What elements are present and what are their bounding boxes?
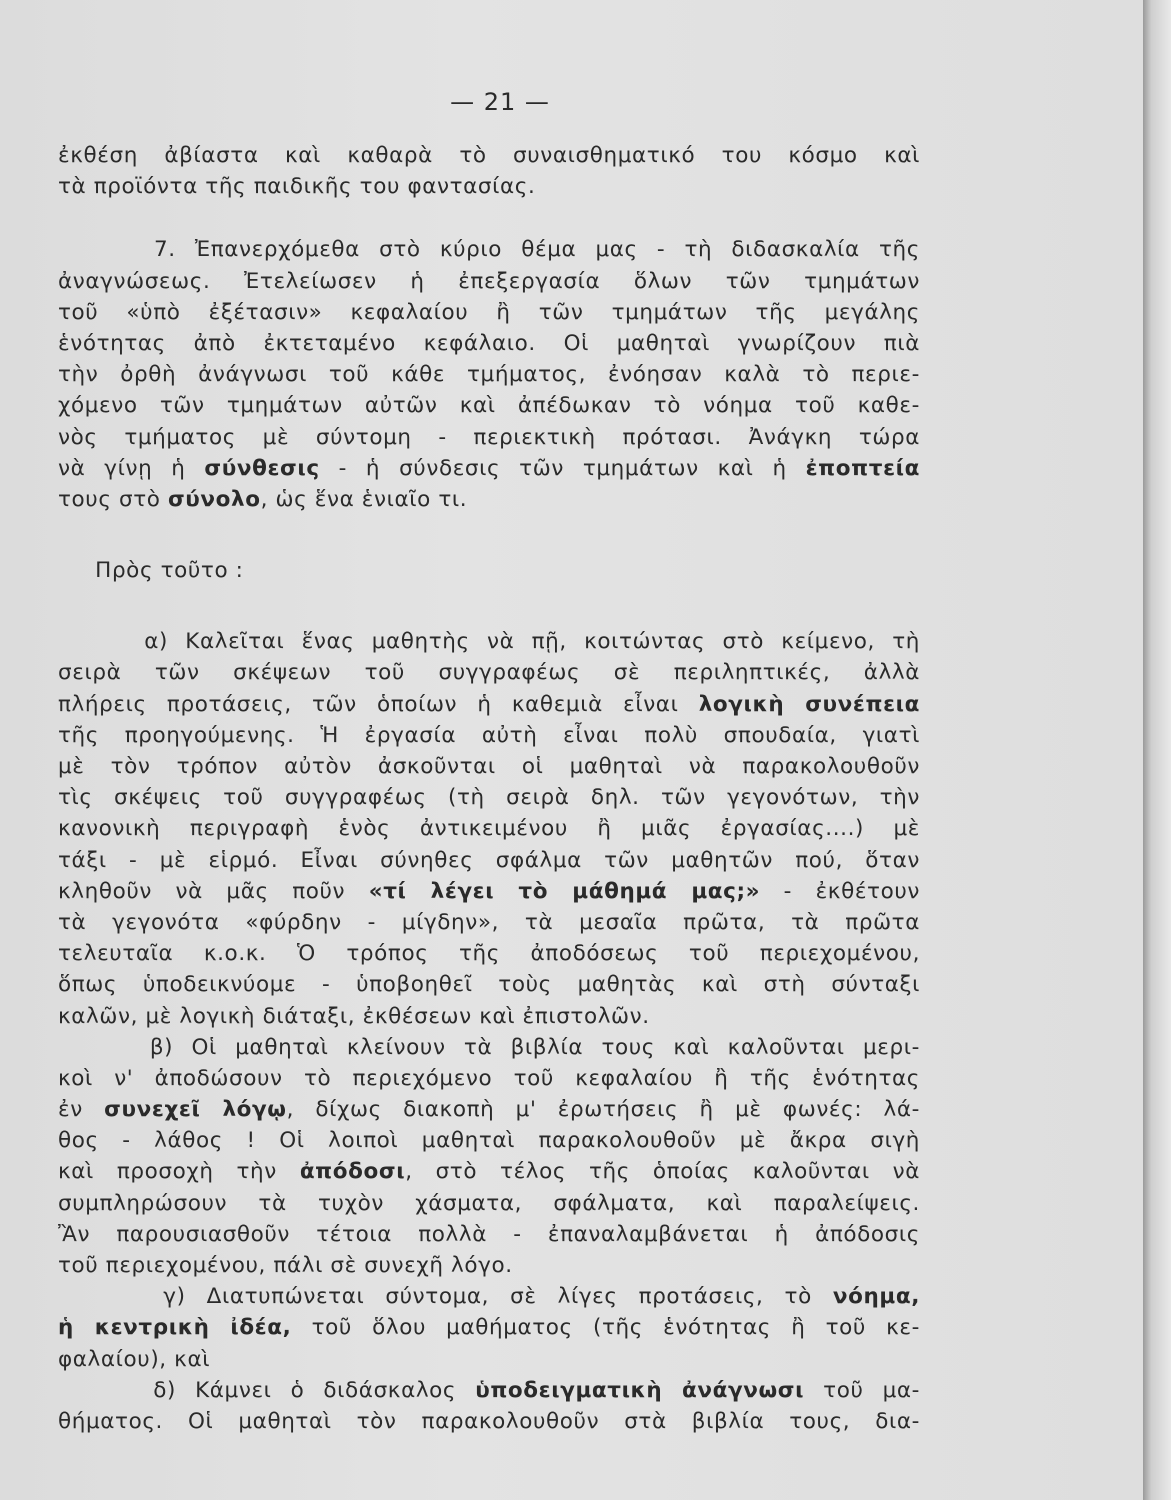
- text-run: τὰ γεγονότα «φύρδην - μίγδην», τὰ μεσαῖα πρῶτα, τὰ πρῶτα: [58, 909, 920, 935]
- text-line: [58, 555, 920, 586]
- text-run: μὲ τὸν τρόπον αὐτὸν ἀσκοῦνται οἱ μαθηταὶ νὰ παρακολουθοῦν: [58, 754, 920, 779]
- text-line: [58, 1312, 920, 1343]
- text-line: [58, 969, 920, 1000]
- text-line: [58, 234, 920, 265]
- text-line: [58, 1032, 920, 1063]
- text-line: [58, 720, 920, 751]
- text-line: [58, 813, 920, 844]
- bold-text-run: ἐποπτεία: [805, 455, 920, 481]
- text-run: τάξι - μὲ εἱρμό. Εἶναι σύνηθες σφάλμα τῶν μαθητῶν πού, ὅταν: [58, 847, 920, 873]
- text-line: [58, 1406, 920, 1437]
- text-run: κοὶ ν' ἀποδώσουν τὸ περιεχόμενο τοῦ κεφαλαίου ἢ τῆς ἑνότητας: [58, 1065, 920, 1091]
- text-run: τὴν ὀρθὴ ἀνάγνωσι τοῦ κάθε τμήματος, ἐνόησαν καλὰ τὸ περιε-: [58, 362, 920, 388]
- text-run: τοῦ μα-: [804, 1377, 920, 1403]
- text-run: τὰ προϊόντα τῆς παιδικῆς του φαντασίας.: [58, 174, 536, 200]
- text-run: τους στὸ: [58, 486, 168, 512]
- bold-text-run: σύνθεσις: [204, 455, 320, 481]
- text-run: Πρὸς τοῦτο :: [58, 558, 244, 584]
- text-run: 7. Ἐπανερχόμεθα στὸ κύριο θέμα μας - τὴ διδασκαλία τῆς: [58, 237, 920, 263]
- text-line: [58, 390, 920, 421]
- text-run: Ἂν παρουσιασθοῦν τέτοια πολλὰ - ἐπαναλαμβάνεται ἡ ἀπόδοσις: [58, 1221, 920, 1247]
- text-run: ἑνότητας ἀπὸ ἐκτεταμένο κεφάλαιο. Οἱ μαθηταὶ γνωρίζουν πιὰ: [58, 330, 920, 356]
- text-run: ὅπως ὑποδεικνύομε - ὑποβοηθεῖ τοὺς μαθητὰς καὶ στὴ σύνταξι: [58, 972, 920, 998]
- text-line: [58, 171, 920, 202]
- text-line: [58, 297, 920, 328]
- text-run: φαλαίου), καὶ: [58, 1346, 211, 1372]
- text-line: [58, 1156, 920, 1187]
- bold-text-run: ὑποδειγματικὴ ἀνάγνωσι: [475, 1377, 805, 1403]
- text-line: [58, 657, 920, 688]
- text-run: συμπληρώσουν τὰ τυχὸν χάσματα, σφάλματα, καὶ παραλείψεις.: [58, 1190, 920, 1216]
- text-run: , στὸ τέλος τῆς ὁποίας καλοῦνται νὰ: [405, 1159, 920, 1185]
- bold-text-run: «τί λέγει τὸ μάθημά μας;»: [368, 878, 761, 904]
- text-line: [58, 1125, 920, 1156]
- paragraph-gap: [58, 202, 920, 234]
- text-run: - ἐκθέτουν: [760, 878, 920, 904]
- text-line: [58, 1375, 920, 1406]
- text-line: [58, 1344, 920, 1375]
- page-number: — 21 —: [450, 88, 550, 116]
- text-line: [58, 1250, 920, 1281]
- text-line: [58, 626, 920, 657]
- bold-text-run: σύνολο: [167, 486, 261, 512]
- text-line: [58, 1188, 920, 1219]
- text-run: νὰ γίνῃ ἡ: [58, 455, 205, 481]
- bold-text-run: ἀπόδοσι: [299, 1159, 406, 1185]
- text-run: - ἡ σύνδεσις τῶν τμημάτων καὶ ἡ: [319, 455, 806, 481]
- text-run: σειρὰ τῶν σκέψεων τοῦ συγγραφέως σὲ περιληπτικές, ἀλλὰ: [58, 660, 920, 686]
- text-run: τελευταῖα κ.ο.κ. Ὁ τρόπος τῆς ἀποδόσεως τοῦ περιεχομένου,: [58, 941, 920, 967]
- text-run: , ὡς ἕνα ἑνιαῖο τι.: [260, 486, 468, 512]
- text-line: [58, 1281, 920, 1312]
- text-line: [58, 907, 920, 938]
- text-line: [58, 782, 920, 813]
- text-line: [58, 328, 920, 359]
- paragraph-gap: [58, 586, 920, 626]
- bold-text-run: νόημα,: [832, 1284, 920, 1310]
- text-line: [58, 751, 920, 782]
- text-run: καλῶν, μὲ λογικὴ διάταξι, ἐκθέσεων καὶ ἐπιστολῶν.: [58, 1003, 650, 1029]
- text-line: [58, 1001, 920, 1032]
- text-run: δ) Κάμνει ὁ διδάσκαλος: [58, 1377, 476, 1403]
- text-run: τοῦ ὅλου μαθήματος (τῆς ἑνότητας ἢ τοῦ κε-: [291, 1315, 920, 1341]
- text-run: τὶς σκέψεις τοῦ συγγραφέως (τὴ σειρὰ δηλ. τῶν γεγονότων, τὴν: [58, 785, 920, 811]
- text-run: καὶ προσοχὴ τὴν: [58, 1159, 300, 1185]
- text-line: [58, 140, 920, 171]
- bold-text-run: συνεχεῖ λόγῳ: [104, 1097, 287, 1123]
- text-run: γ) Διατυπώνεται σύντομα, σὲ λίγες προτάσεις, τὸ: [58, 1284, 833, 1310]
- text-run: ἐν: [58, 1097, 105, 1123]
- text-line: [58, 484, 920, 515]
- text-run: τῆς προηγούμενης. Ἡ ἐργασία αὐτὴ εἶναι πολὺ σπουδαία, γιατὶ: [58, 722, 920, 748]
- page-edge-shadow: [1143, 0, 1171, 1500]
- text-line: [58, 359, 920, 390]
- text-line: [58, 422, 920, 453]
- text-line: [58, 845, 920, 876]
- text-line: [58, 1063, 920, 1094]
- text-run: τοῦ περιεχομένου, πάλι σὲ συνεχῆ λόγο.: [58, 1253, 513, 1278]
- text-run: ἀναγνώσεως. Ἐτελείωσεν ἡ ἐπεξεργασία ὅλων τῶν τμημάτων: [58, 268, 920, 294]
- text-run: κληθοῦν νὰ μᾶς ποῦν: [58, 878, 369, 904]
- paragraph-gap: [58, 515, 920, 555]
- text-run: πλήρεις προτάσεις, τῶν ὁποίων ἡ καθεμιὰ εἶναι: [58, 691, 699, 717]
- text-line: [58, 938, 920, 969]
- text-run: κανονικὴ περιγραφὴ ἑνὸς ἀντικειμένου ἢ μιᾶς ἐργασίας....) μὲ: [58, 816, 920, 842]
- text-run: θος - λάθος ! Οἱ λοιποὶ μαθηταὶ παρακολουθοῦν μὲ ἄκρα σιγὴ: [58, 1128, 920, 1154]
- bold-text-run: ἡ κεντρικὴ ἰδέα,: [58, 1315, 292, 1341]
- text-line: [58, 266, 920, 297]
- text-run: θήματος. Οἱ μαθηταὶ τὸν παρακολουθοῦν στὰ βιβλία τους, δια-: [58, 1408, 920, 1434]
- text-run: τοῦ «ὑπὸ ἐξέτασιν» κεφαλαίου ἢ τῶν τμημάτων τῆς μεγάλης: [58, 299, 920, 325]
- text-run: α) Καλεῖται ἕνας μαθητὴς νὰ πῇ, κοιτώντας στὸ κείμενο, τὴ: [58, 629, 920, 655]
- text-line: [58, 1219, 920, 1250]
- text-run: , δίχως διακοπὴ μ' ἐρωτήσεις ἢ μὲ φωνές: λά-: [286, 1097, 920, 1123]
- text-line: [58, 453, 920, 484]
- bold-text-run: λογικὴ συνέπεια: [698, 691, 920, 717]
- text-line: [58, 1094, 920, 1125]
- text-run: ἐκθέση ἀβίαστα καὶ καθαρὰ τὸ συναισθηματικό του κόσμο καὶ: [58, 143, 920, 168]
- text-run: β) Οἱ μαθηταὶ κλείνουν τὰ βιβλία τους καὶ καλοῦνται μερι-: [58, 1034, 920, 1060]
- text-line: [58, 689, 920, 720]
- text-run: χόμενο τῶν τμημάτων αὐτῶν καὶ ἀπέδωκαν τὸ νόημα τοῦ καθε-: [58, 393, 920, 419]
- text-run: νὸς τμήματος μὲ σύντομη - περιεκτικὴ πρότασι. Ἀνάγκη τώρα: [58, 424, 920, 450]
- text-line: [58, 876, 920, 907]
- body-text: [58, 140, 920, 1437]
